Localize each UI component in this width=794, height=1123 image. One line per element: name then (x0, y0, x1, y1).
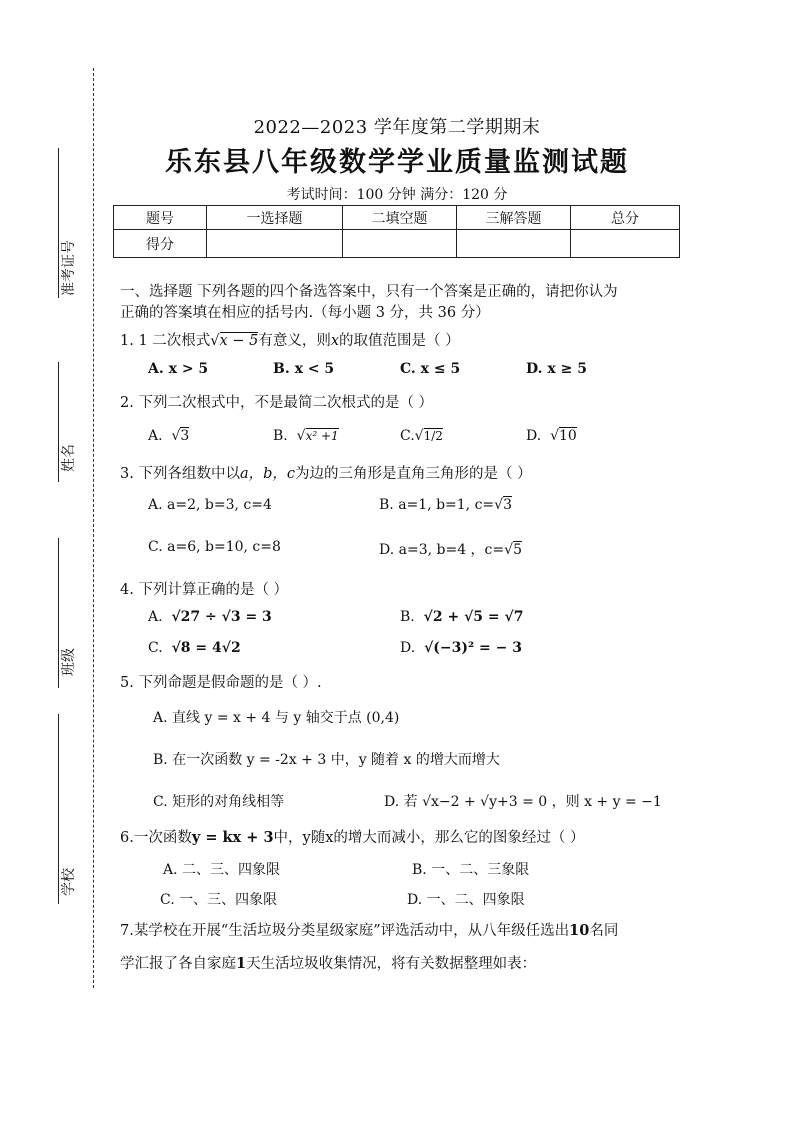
section1-intro-line1: 一、选择题 下列各题的四个备选答案中，只有一个答案是正确的，请把你认为 (120, 284, 618, 300)
score-header-cell: 二填空题 (343, 206, 457, 230)
exam-id-label: 准考证号 (61, 240, 77, 296)
q1-option-a[interactable]: A. x > 5 (148, 361, 209, 377)
q2-option-b[interactable]: B. √x² +1 (273, 428, 339, 444)
q4-option-b[interactable]: B. √2 + √5 = √7 (400, 609, 524, 625)
q5-option-a[interactable]: A. 直线 y = x + 4 与 y 轴交于点 (0,4) (153, 710, 400, 726)
q2-option-a[interactable]: A. √3 (148, 428, 190, 444)
q4-option-a[interactable]: A. √27 ÷ √3 = 3 (148, 609, 272, 625)
score-header-cell: 三解答题 (457, 206, 571, 230)
score-header-cell: 总分 (571, 206, 680, 230)
section1-intro-line2: 正确的答案填在相应的括号内.（每小题 3 分，共 36 分） (120, 305, 490, 321)
question-7-line1: 7.某学校在开展“生活垃圾分类星级家庭”评选活动中，从八年级任选出10名同 (120, 922, 619, 939)
question-5: 5. 下列命题是假命题的是（ ）. (120, 675, 322, 691)
score-cell[interactable] (457, 230, 571, 258)
q4-option-d[interactable]: D. √(−3)² = − 3 (400, 640, 522, 656)
question-3: 3. 下列各组数中以a，b，c为边的三角形是直角三角形的是（ ） (120, 466, 532, 482)
q1-option-d[interactable]: D. x ≥ 5 (526, 361, 587, 377)
exam-term-line: 2022—2023 学年度第二学期期末 (253, 117, 541, 138)
score-row-label: 得分 (114, 230, 207, 258)
school-label: 学校 (61, 868, 77, 896)
score-cell[interactable] (343, 230, 457, 258)
question-2: 2. 下列二次根式中，不是最简二次根式的是（ ） (120, 395, 434, 411)
q4-option-c[interactable]: C. √8 = 4√2 (148, 640, 241, 656)
q3-option-d[interactable]: D. a=3, b=4 ，c=√5 (379, 542, 522, 558)
q5-option-d[interactable]: D. 若 √x−2 + √y+3 = 0 ，则 x + y = −1 (384, 794, 662, 810)
score-header-cell: 题号 (114, 206, 207, 230)
q6-option-b[interactable]: B. 一、二、三象限 (412, 862, 530, 878)
q1-option-c[interactable]: C. x ≤ 5 (400, 361, 461, 377)
page-title: 乐东县八年级数学学业质量监测试题 (165, 147, 629, 178)
score-table (113, 205, 680, 258)
q6-option-d[interactable]: D. 一、二、四象限 (407, 892, 525, 908)
q6-option-c[interactable]: C. 一、三、四象限 (160, 892, 278, 908)
question-4: 4. 下列计算正确的是（ ） (120, 582, 289, 598)
q6-option-a[interactable]: A. 二、三、四象限 (163, 862, 281, 878)
exam-info: 考试时间：100 分钟 满分：120 分 (286, 187, 508, 203)
score-cell[interactable] (207, 230, 343, 258)
class-label: 班级 (61, 648, 77, 676)
q3-option-b[interactable]: B. a=1, b=1, c=√3 (379, 497, 512, 513)
q5-option-b[interactable]: B. 在一次函数 y = -2x + 3 中，y 随着 x 的增大而增大 (153, 752, 500, 768)
score-cell[interactable] (571, 230, 680, 258)
name-label: 姓名 (61, 444, 77, 472)
q5-option-c[interactable]: C. 矩形的对角线相等 (153, 794, 285, 810)
score-header-cell: 一选择题 (207, 206, 343, 230)
question-1: 1. 1 二次根式√x − 5有意义，则x的取值范围是（ ） (120, 333, 460, 349)
q3-option-c[interactable]: C. a=6, b=10, c=8 (148, 539, 281, 555)
q2-option-d[interactable]: D. √10 (526, 428, 577, 444)
binding-dashed-line (93, 68, 94, 988)
q2-option-c[interactable]: C.√1/2 (400, 428, 443, 444)
question-7-line2: 学汇报了各自家庭1天生活垃圾收集情况，将有关数据整理如表： (120, 955, 537, 972)
q1-option-b[interactable]: B. x < 5 (273, 361, 335, 377)
q3-option-a[interactable]: A. a=2, b=3, c=4 (148, 497, 272, 513)
question-6: 6.一次函数y = kx + 3中，y随x的增大而减小，那么它的图象经过（ ） (120, 829, 585, 846)
